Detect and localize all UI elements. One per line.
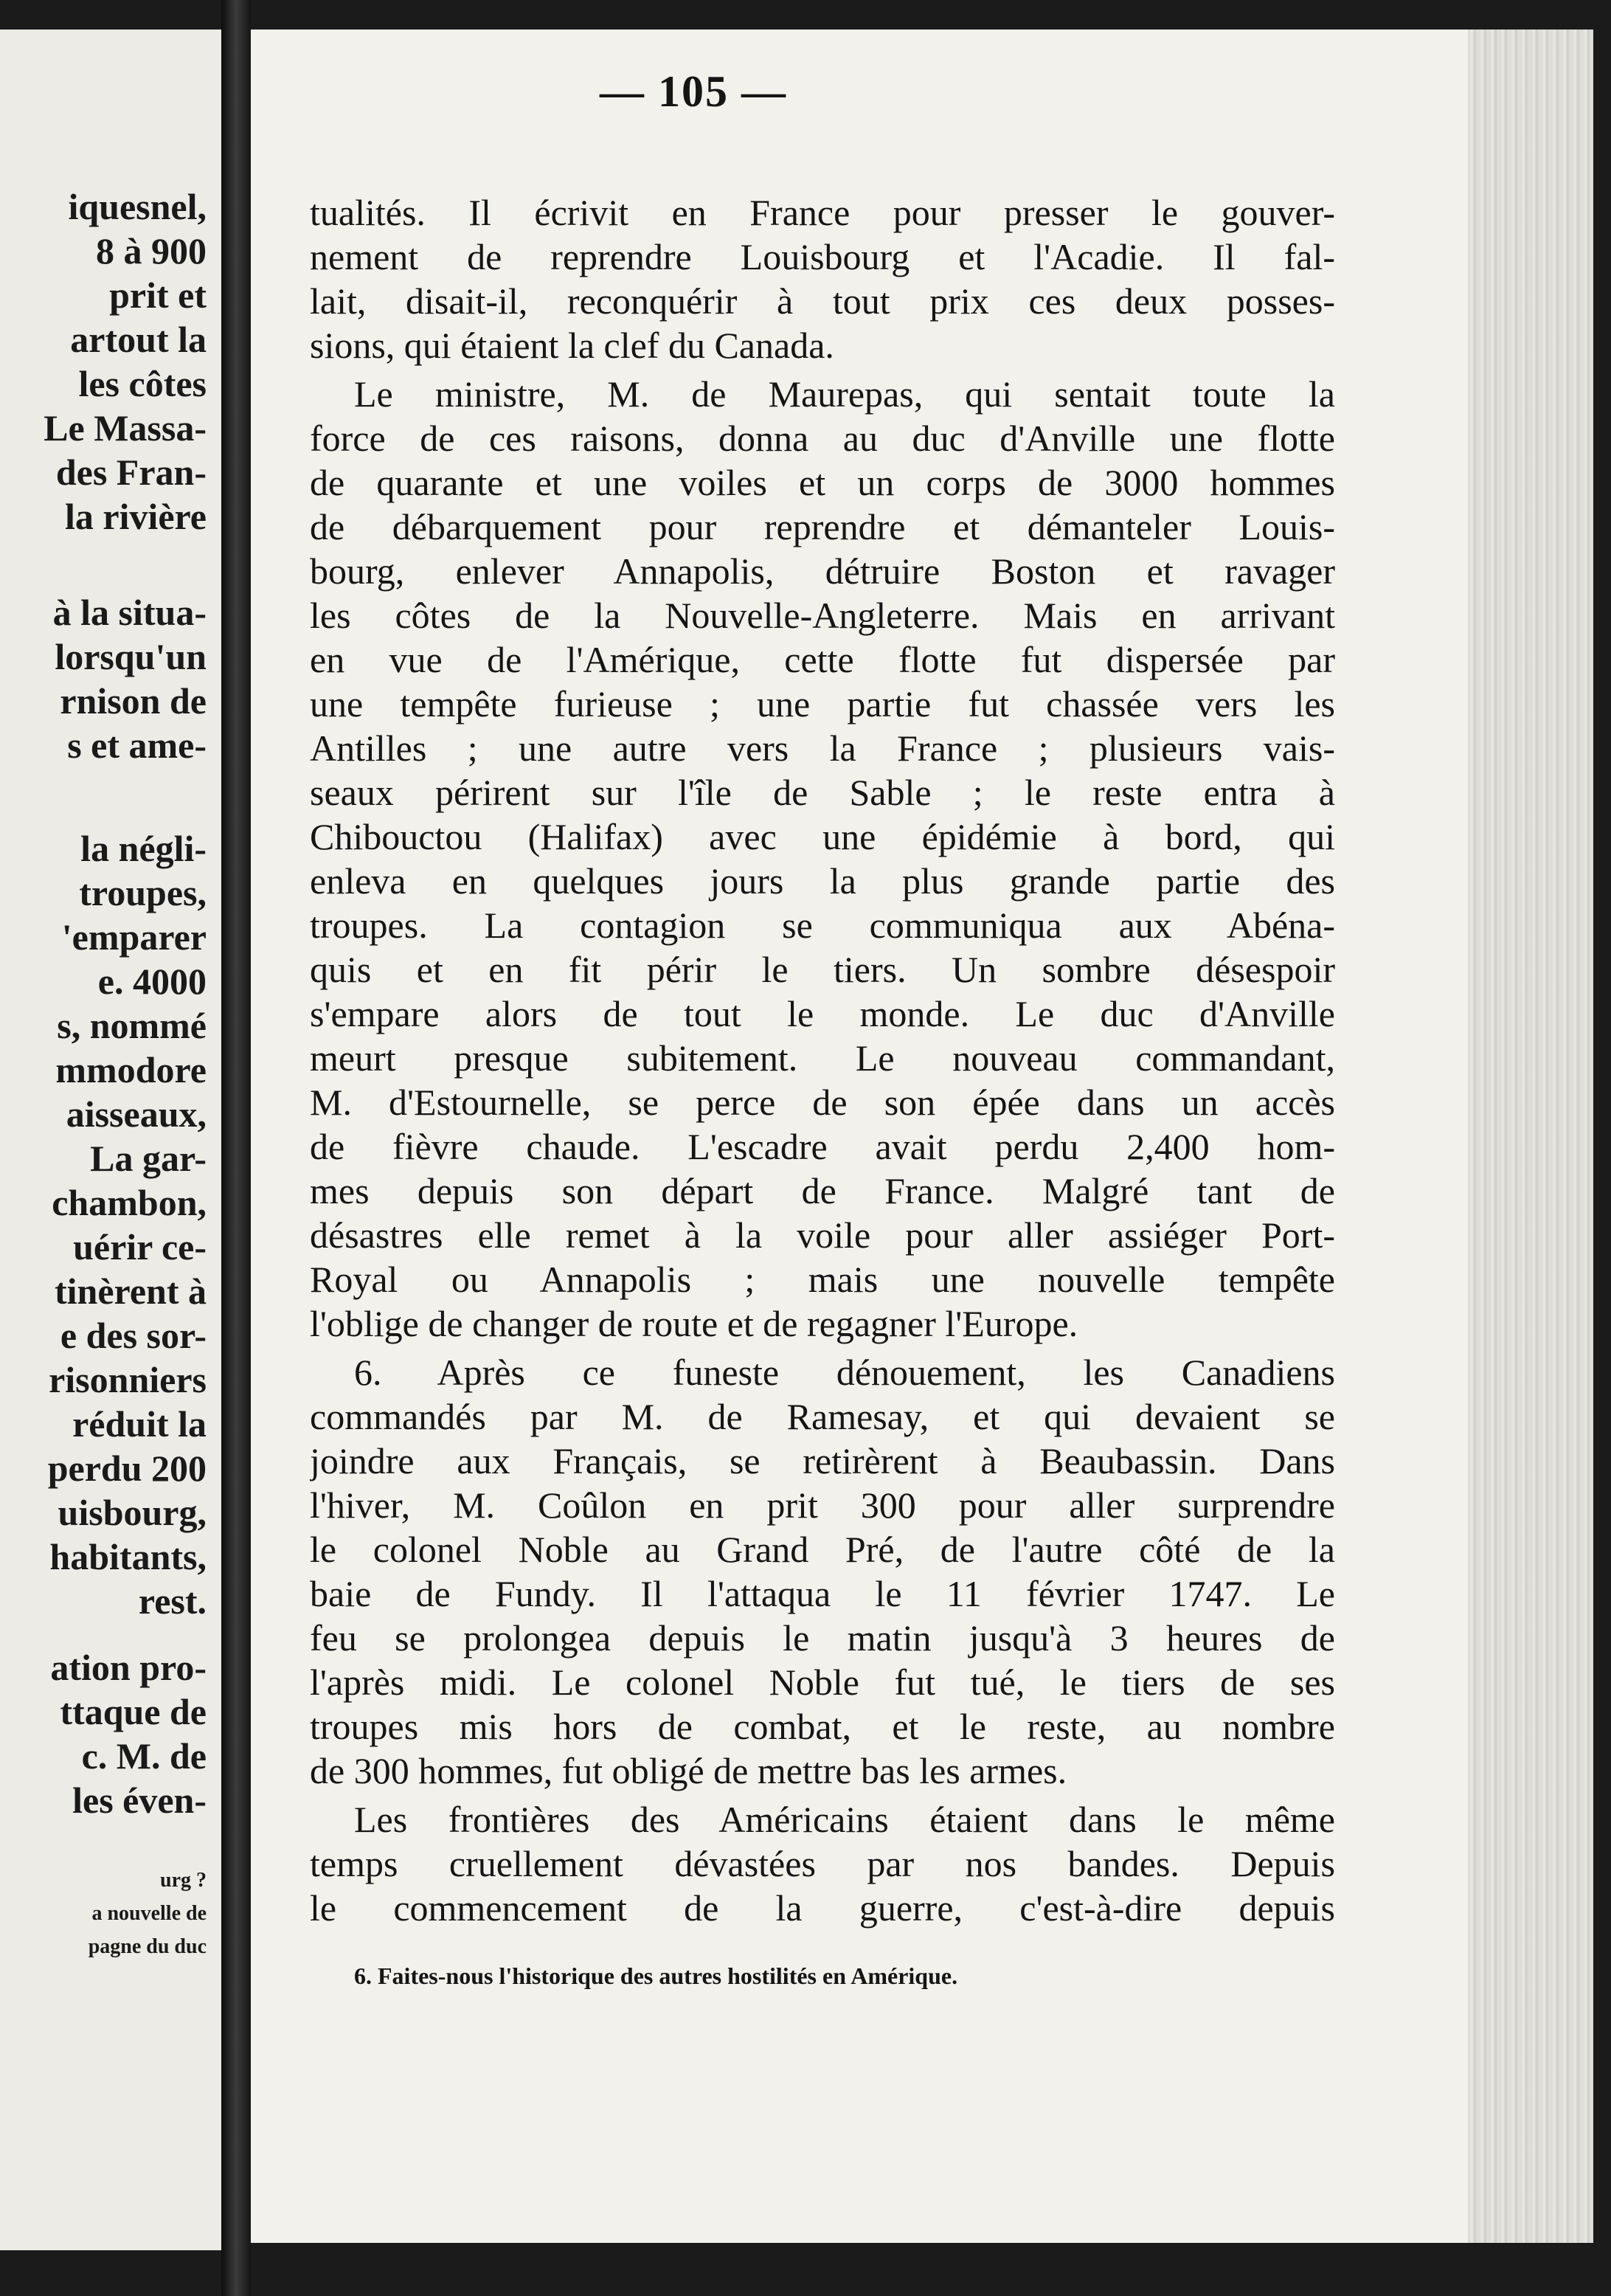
left-page-line: e. 4000: [97, 961, 207, 1002]
text-line: l'hiver, M. Coûlon en prit 300 pour aller surprendre: [310, 1484, 1335, 1526]
left-page-line: tinèrent à: [55, 1270, 207, 1312]
text-line: force de ces raisons, donna au duc d'Anville une flotte: [310, 418, 1335, 459]
text-line: quis et en fit périr le tiers. Un sombre désespoir: [310, 949, 1335, 990]
left-page-line: La gar-: [90, 1138, 207, 1179]
text-line: s'empare alors de tout le monde. Le duc d'Anville: [310, 993, 1335, 1034]
left-page-line: habitants,: [49, 1536, 207, 1577]
left-page-line: ation pro-: [50, 1647, 207, 1688]
left-page-line: uisbourg,: [58, 1492, 207, 1533]
text-line: meurt presque subitement. Le nouveau commandant,: [310, 1037, 1335, 1079]
text-line: seaux périrent sur l'île de Sable ; le reste entra à: [310, 772, 1335, 813]
text-line: 6. Après ce funeste dénouement, les Canadiens: [354, 1352, 1335, 1393]
text-line: les côtes de la Nouvelle-Angleterre. Mais en arrivant: [310, 595, 1335, 636]
left-page-line: c. M. de: [81, 1735, 207, 1777]
text-line: l'oblige de changer de route et de regagner l'Europe.: [310, 1303, 1078, 1344]
left-page-line: les côtes: [78, 363, 207, 404]
previous-page-fragment: [0, 30, 221, 2250]
text-line: de débarquement pour reprendre et démanteler Louis-: [310, 506, 1335, 547]
book-gutter: [221, 0, 251, 2296]
text-line: Chibouctou (Halifax) avec une épidémie à bord, qui: [310, 816, 1335, 857]
text-line: de quarante et une voiles et un corps de 3000 hommes: [310, 462, 1335, 503]
text-line: nement de reprendre Louisbourg et l'Acadie. Il fal-: [310, 236, 1335, 277]
left-page-line: 8 à 900: [96, 230, 207, 272]
text-line: temps cruellement dévastées par nos bandes. Depuis: [310, 1843, 1335, 1884]
left-page-line: lorsqu'un: [55, 636, 207, 677]
text-line: lait, disait-il, reconquérir à tout prix ces deux posses-: [310, 280, 1335, 322]
text-line: le colonel Noble au Grand Pré, de l'autre côté de la: [310, 1529, 1335, 1570]
left-page-line: s et ame-: [67, 725, 207, 766]
left-page-line: à la situa-: [52, 592, 207, 633]
left-page-line: perdu 200: [47, 1448, 207, 1489]
text-line: tualités. Il écrivit en France pour presser le gouver-: [310, 192, 1335, 233]
left-page-footnote-line: pagne du duc: [88, 1935, 207, 1958]
left-page-line: rnison de: [60, 680, 207, 722]
left-page-line: iquesnel,: [68, 186, 207, 227]
footnote-question: 6. Faites-nous l'historique des autres hostilités en Amérique.: [354, 1963, 958, 1989]
text-line: joindre aux Français, se retirèrent à Beaubassin. Dans: [310, 1440, 1335, 1481]
left-page-footnote-line: urg ?: [160, 1869, 207, 1892]
text-line: une tempête furieuse ; une partie fut chassée vers les: [310, 683, 1335, 725]
text-line: bourg, enlever Annapolis, détruire Boston et ravager: [310, 550, 1335, 592]
left-page-line: la rivière: [64, 496, 207, 537]
text-line: de fièvre chaude. L'escadre avait perdu 2,400 hom-: [310, 1126, 1335, 1167]
left-page-line: ttaque de: [60, 1691, 207, 1732]
text-line: troupes. La contagion se communiqua aux Abéna-: [310, 905, 1335, 946]
text-line: Royal ou Annapolis ; mais une nouvelle tempête: [310, 1259, 1335, 1300]
text-line: l'après midi. Le colonel Noble fut tué, le tiers de ses: [310, 1662, 1335, 1703]
page-edges: [1468, 30, 1593, 2243]
left-page-line: aisseaux,: [66, 1093, 207, 1135]
left-page-line: uérir ce-: [73, 1226, 207, 1268]
text-line: le commencement de la guerre, c'est-à-dire depuis: [310, 1887, 1335, 1929]
text-line: Les frontières des Américains étaient dans le même: [354, 1799, 1335, 1840]
left-page-footnote-line: a nouvelle de: [91, 1902, 207, 1925]
page-body-text: [310, 190, 1335, 1930]
left-page-line: s, nommé: [57, 1005, 207, 1046]
text-line: Le ministre, M. de Maurepas, qui sentait toute la: [354, 373, 1335, 415]
left-page-line: réduit la: [72, 1403, 207, 1445]
text-line: troupes mis hors de combat, et le reste, au nombre: [310, 1706, 1335, 1747]
text-line: M. d'Estournelle, se perce de son épée dans un accès: [310, 1082, 1335, 1123]
left-page-line: e des sor-: [60, 1315, 207, 1356]
text-line: mes depuis son départ de France. Malgré tant de: [310, 1170, 1335, 1211]
left-page-line: 'emparer: [61, 916, 207, 958]
left-page-line: des Fran-: [55, 452, 207, 493]
left-page-line: Le Massa-: [44, 407, 207, 449]
text-line: désastres elle remet à la voile pour aller assiéger Port-: [310, 1214, 1335, 1256]
left-page-line: la négli-: [80, 828, 207, 869]
text-line: en vue de l'Amérique, cette flotte fut dispersée par: [310, 639, 1335, 680]
left-page-line: troupes,: [79, 872, 207, 913]
text-line: feu se prolongea depuis le matin jusqu'à 3 heures de: [310, 1617, 1335, 1659]
text-line: Antilles ; une autre vers la France ; plusieurs vais-: [310, 727, 1335, 769]
text-line: baie de Fundy. Il l'attaqua le 11 février 1747. Le: [310, 1573, 1335, 1614]
text-line: commandés par M. de Ramesay, et qui devaient se: [310, 1396, 1335, 1437]
left-page-line: artout la: [70, 319, 207, 360]
left-page-line: rest.: [138, 1580, 207, 1622]
left-page-line: risonniers: [49, 1359, 207, 1400]
text-line: enleva en quelques jours la plus grande partie des: [310, 860, 1335, 902]
left-page-line: chambon,: [52, 1182, 207, 1223]
page-number: — 105 —: [600, 67, 787, 116]
left-page-line: prit et: [109, 274, 207, 316]
left-page-line: mmodore: [55, 1049, 207, 1090]
text-line: sions, qui étaient la clef du Canada.: [310, 325, 834, 366]
left-page-line: les éven-: [72, 1780, 207, 1821]
text-line: de 300 hommes, fut obligé de mettre bas les armes.: [310, 1750, 1067, 1791]
